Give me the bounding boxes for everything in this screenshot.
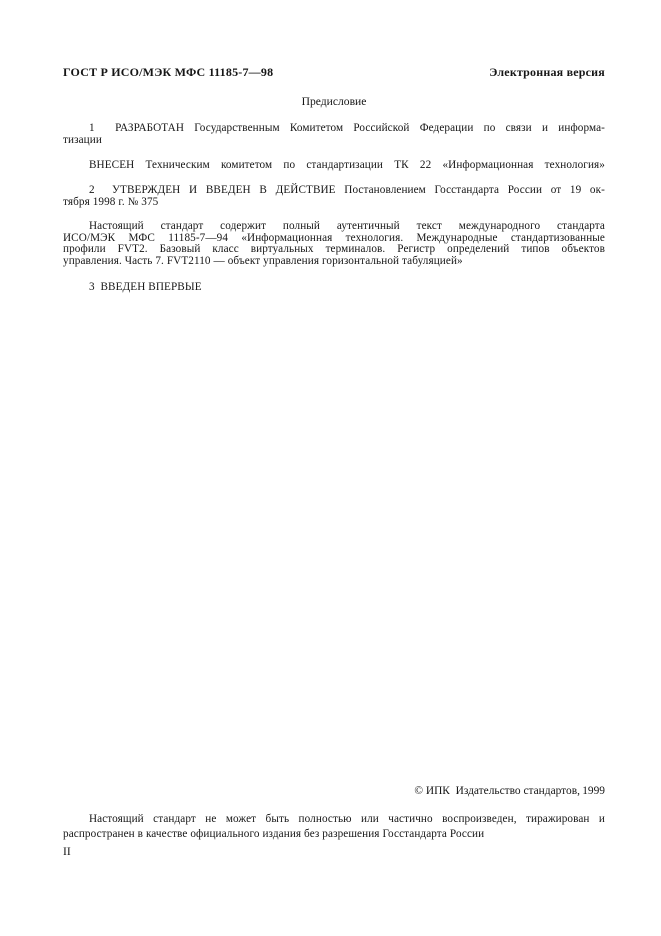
text-line: распространен в качестве официального издания без разрешения Госстандарта России [63, 827, 485, 840]
clause-approved [63, 185, 605, 208]
text-line: 1 РАЗРАБОТАН Государственным Комитетом Российской Федерации по связи и информа- [89, 122, 605, 134]
clause-submitted [63, 160, 605, 172]
page-number: II [63, 845, 71, 858]
text-line: ВНЕСЕН Техническим комитетом по стандартизации ТК 22 «Информационная технология» [89, 159, 605, 171]
clause-introduced-first [63, 282, 605, 294]
clause-standard-description [63, 221, 605, 268]
text-line: ИСО/МЭК МФС 11185-7—94 «Информационная технология. Международные стандартизованные [63, 231, 605, 244]
text-line: Настоящий стандарт не может быть полностью или частично воспроизведен, тиражирован и [89, 813, 605, 825]
text-line: управления. Часть 7. FVT2110 — объект управления горизонтальной табуляцией» [63, 255, 463, 268]
reproduction-notice [63, 812, 605, 842]
preface-title: Предисловие [301, 95, 367, 108]
copyright-line: © ИПК Издательство стандартов, 1999 [414, 785, 605, 797]
clause-developed [63, 123, 605, 146]
document-code: ГОСТ Р ИСО/МЭК МФС 11185-7—98 [63, 65, 274, 79]
text-line: 3 ВВЕДЕН ВПЕРВЫЕ [89, 281, 202, 293]
text-line: тября 1998 г. № 375 [63, 195, 159, 208]
text-line: профили FVT2. Базовый класс виртуальных терминалов. Регистр определений типов объектов [63, 243, 605, 256]
text-line: 2 УТВЕРЖДЕН И ВВЕДЕН В ДЕЙСТВИЕ Постановлением Госстандарта России от 19 ок- [89, 184, 605, 196]
page-header [63, 65, 605, 80]
text-line: Настоящий стандарт содержит полный аутентичный текст международного стандарта [89, 220, 605, 232]
text-line: тизации [63, 133, 102, 146]
edition-label: Электронная версия [489, 65, 605, 79]
